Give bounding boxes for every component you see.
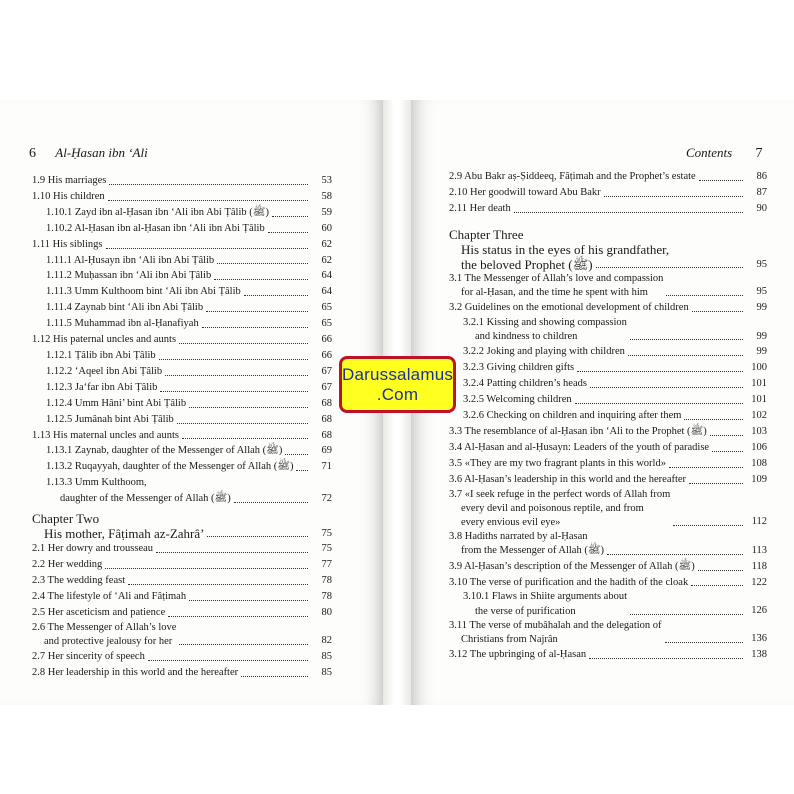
toc-entry-text: 2.8 Her leadership in this world and the hereafter [32, 666, 239, 678]
toc-entry-text: 3.7 «I seek refuge in the perfect words of Allah from [449, 488, 671, 500]
toc-entry [32, 189, 332, 205]
toc-entry [32, 173, 332, 189]
chapter-heading [32, 511, 332, 541]
toc-page-number: 106 [751, 441, 767, 453]
toc-entry [32, 475, 332, 491]
toc-page-number: 62 [321, 238, 332, 250]
toc-entry-title [449, 424, 707, 440]
toc-entry-title [449, 169, 696, 185]
toc-entry-title [46, 459, 293, 475]
toc-entry-title [32, 428, 179, 444]
toc-page-number: 109 [751, 473, 767, 485]
toc-entry [32, 665, 332, 681]
left-running-title: Al-Ḥasan ibn ‘Ali [55, 145, 148, 160]
toc-entry [32, 412, 332, 428]
watermark-logo [339, 356, 456, 413]
toc-entry [32, 380, 332, 396]
toc-entry-text: 3.8 Hadiths narrated by al-Ḥasan [449, 531, 588, 543]
toc-entry [449, 619, 767, 647]
toc-entry-text: 1.12.2 ‘Aqeel ibn Abi Ṭâlib [46, 365, 163, 377]
dot-leader [691, 585, 743, 586]
toc-entry-title [60, 491, 231, 507]
dot-leader [160, 391, 308, 392]
toc-entry-title [32, 573, 125, 589]
dot-leader [156, 552, 308, 553]
toc-entry-text: 1.11.3 Umm Kulthoom bint ‘Ali ibn Abi Ṭâlib [46, 286, 241, 298]
toc-entry-continuation: and kindness to children [475, 331, 578, 343]
toc-entry [449, 316, 767, 344]
dot-leader [217, 263, 308, 264]
toc-page-number: 122 [751, 576, 767, 588]
toc-entry-title [32, 589, 186, 605]
toc-entry-continuation: every envious evil eye» [461, 517, 561, 528]
dot-leader [159, 359, 308, 360]
dot-leader [241, 676, 308, 677]
toc-page-number: 67 [321, 381, 332, 393]
left-page-number: 6 [29, 146, 36, 161]
toc-entry-text: 3.9 Al-Ḥasan’s description of the Messenger of Allah (ﷺ) [449, 560, 695, 572]
toc-entry-title [46, 412, 174, 428]
toc-page-number: 113 [751, 544, 767, 556]
toc-page-number: 60 [321, 222, 332, 234]
dot-leader [699, 180, 743, 181]
dot-leader [179, 343, 308, 344]
right-toc [449, 169, 767, 663]
dot-leader [168, 616, 308, 617]
toc-page-number: 112 [751, 516, 767, 528]
toc-page-number: 68 [321, 397, 332, 409]
toc-entry-text: 1.11.1 Al-Ḥusayn ibn ‘Ali ibn Abi Ṭâlib [46, 254, 215, 266]
toc-entry [449, 300, 767, 316]
toc-entry-title [449, 647, 586, 663]
dot-leader [182, 438, 308, 439]
chapter-label: Chapter Two [32, 511, 100, 527]
toc-entry-title [449, 201, 511, 217]
toc-page-number: 65 [321, 318, 332, 330]
dot-leader [589, 658, 743, 659]
toc-page-number: 64 [321, 286, 332, 298]
dot-leader [202, 327, 308, 328]
toc-page-number: 126 [751, 604, 767, 616]
dot-leader [109, 184, 308, 185]
toc-entry-title [46, 300, 203, 316]
toc-page-number: 99 [756, 302, 767, 314]
toc-entry-title [449, 619, 662, 647]
toc-entry-title [463, 408, 681, 424]
dot-leader [630, 614, 743, 615]
dot-leader [285, 454, 308, 455]
toc-entry [449, 169, 767, 185]
toc-entry [32, 364, 332, 380]
right-running-head [686, 145, 762, 162]
toc-page-number: 77 [321, 558, 332, 570]
toc-entry-title [32, 557, 102, 573]
toc-entry-title [46, 348, 156, 364]
toc-entry [449, 344, 767, 360]
toc-entry-text: 1.11.5 Muhammad ibn al-Ḥanafiyah [46, 318, 199, 330]
chapter-title-line1: His status in the eyes of his grandfather, [461, 241, 670, 257]
dot-leader [148, 660, 308, 661]
toc-entry [449, 456, 767, 472]
watermark-line2: .Com [376, 385, 419, 404]
dot-leader [189, 600, 308, 601]
toc-page-number: 87 [756, 186, 767, 198]
toc-entry-title [463, 376, 587, 392]
toc-entry-title [46, 221, 265, 237]
toc-entry-text: 3.2.3 Giving children gifts [463, 362, 575, 374]
toc-entry-title [46, 396, 186, 412]
toc-entry-text: 2.9 Abu Bakr aṣ-Ṣiddeeq, Fâṭimah and the Prophet’s estate [449, 171, 696, 182]
chapter-title-line2: the beloved Prophet (ﷺ) [461, 256, 593, 272]
toc-page-number: 95 [756, 258, 767, 270]
dot-leader [577, 371, 743, 372]
toc-entry-title [449, 185, 601, 201]
toc-page-number: 101 [751, 394, 767, 406]
toc-entry [32, 221, 332, 237]
toc-entry-text: 1.12.1 Ṭâlib ibn Abi Ṭâlib [46, 349, 156, 361]
dot-leader [214, 279, 308, 280]
dot-leader [296, 470, 308, 471]
toc-page-number: 78 [321, 590, 332, 602]
toc-entry-title [32, 605, 165, 621]
dot-leader [689, 483, 743, 484]
dot-leader [108, 200, 308, 201]
toc-page-number: 95 [756, 286, 767, 298]
toc-page-number: 68 [321, 429, 332, 441]
toc-entry-text: 1.11.4 Zaynab bint ‘Ali ibn Abi Ṭâlib [46, 302, 204, 314]
toc-entry [449, 408, 767, 424]
toc-entry-text: 3.2.2 Joking and playing with children [463, 346, 625, 358]
dot-leader [698, 570, 743, 571]
toc-page-number: 78 [321, 574, 332, 586]
toc-entry-title [449, 456, 666, 472]
toc-entry [449, 488, 767, 531]
toc-page-number: 86 [756, 171, 767, 182]
toc-entry-title [46, 443, 282, 459]
dot-leader [575, 403, 743, 404]
toc-entry [32, 428, 332, 444]
toc-entry-text: 3.2.6 Checking on children and inquiring after them [463, 410, 682, 422]
dot-leader [590, 387, 743, 388]
toc-entry-title [449, 300, 689, 316]
toc-entry-text: 1.12.5 Jumânah bint Abi Ṭâlib [46, 413, 174, 425]
toc-entry-text: 1.12.4 Umm Hâni’ bint Abi Ṭâlib [46, 397, 187, 409]
toc-entry-text: 3.3 The resemblance of al-Ḥasan ibn ‘Ali to the Prophet (ﷺ) [449, 425, 707, 437]
toc-entry-title [32, 665, 238, 681]
toc-entry-text: 1.13.2 Ruqayyah, daughter of the Messenger of Allah (ﷺ) [46, 461, 294, 473]
dot-leader [607, 554, 743, 555]
toc-entry [449, 424, 767, 440]
left-running-head [29, 145, 148, 162]
watermark-line1: Darussalamus [342, 365, 454, 384]
toc-page-number: 64 [321, 270, 332, 282]
toc-page-number: 68 [321, 413, 332, 425]
toc-entry [32, 557, 332, 573]
toc-entry [449, 201, 767, 217]
toc-entry-text: 1.12.3 Ja‘far ibn Abi Ṭâlib [46, 381, 158, 393]
toc-entry [32, 284, 332, 300]
toc-page-number: 75 [321, 528, 332, 540]
toc-page-number: 118 [751, 560, 767, 572]
toc-page-number: 66 [321, 349, 332, 361]
dot-leader [234, 502, 308, 503]
dot-leader [189, 407, 308, 408]
toc-entry-title [449, 472, 686, 488]
toc-entry-title [449, 530, 604, 558]
toc-entry [32, 443, 332, 459]
toc-entry [32, 300, 332, 316]
toc-entry-text: 2.10 Her goodwill toward Abu Bakr [449, 186, 601, 198]
toc-page-number: 101 [751, 378, 767, 390]
dot-leader [106, 248, 309, 249]
toc-page-number: 100 [751, 362, 767, 374]
toc-entry-text: 2.1 Her dowry and trousseau [32, 543, 154, 555]
toc-entry-text: 3.2 Guidelines on the emotional development of children [449, 302, 689, 314]
toc-entry-continuation: for al-Ḥasan, and the time he spent with him [461, 286, 648, 298]
dot-leader [179, 644, 308, 645]
toc-entry-text: 3.2.1 Kissing and showing compassion [463, 317, 627, 329]
dot-leader [244, 295, 308, 296]
dot-leader [177, 423, 308, 424]
toc-entry [32, 268, 332, 284]
toc-entry-title [32, 237, 103, 253]
toc-entry-title [32, 332, 176, 348]
toc-entry-text: 1.13.3 Umm Kulthoom, [46, 477, 147, 489]
toc-page-number: 65 [321, 302, 332, 314]
toc-page-number: 75 [321, 543, 332, 555]
toc-entry [32, 541, 332, 557]
toc-entry [32, 491, 332, 507]
toc-page-number: 80 [321, 606, 332, 618]
toc-entry-text: 1.10 His children [32, 190, 105, 202]
left-toc [32, 173, 332, 681]
toc-entry [449, 272, 767, 300]
toc-entry-title [46, 253, 214, 269]
dot-leader [628, 355, 743, 356]
toc-entry-text: 3.5 «They are my two fragrant plants in this world» [449, 457, 666, 469]
dot-leader [272, 216, 308, 217]
chapter-label: Chapter Three [449, 226, 524, 242]
dot-leader [514, 212, 743, 213]
toc-entry [449, 559, 767, 575]
toc-entry-text: 2.11 Her death [449, 202, 511, 214]
toc-entry-text: 3.6 Al-Ḥasan’s leadership in this world and the hereafter [449, 473, 687, 485]
toc-entry-continuation: every devil and poisonous reptile, and from [461, 502, 644, 514]
toc-entry-continuation: from the Messenger of Allah (ﷺ) [461, 545, 605, 557]
toc-entry [449, 185, 767, 201]
toc-entry-title [463, 360, 574, 376]
right-page-number: 7 [755, 146, 763, 161]
toc-entry [449, 360, 767, 376]
dot-leader [630, 339, 743, 340]
toc-entry-title [32, 649, 145, 665]
toc-page-number: 90 [756, 202, 767, 214]
toc-entry-text: 1.13.1 Zaynab, daughter of the Messenger of Allah (ﷺ) [46, 445, 283, 457]
toc-entry-title [46, 205, 269, 221]
dot-leader [692, 311, 743, 312]
toc-entry-title [449, 559, 695, 575]
toc-entry-text: 3.12 The upbringing of al-Ḥasan [449, 649, 587, 661]
dot-leader [673, 525, 743, 526]
toc-page-number: 102 [751, 410, 767, 422]
dot-leader [665, 642, 743, 643]
chapter-title-row [449, 257, 767, 272]
toc-entry [32, 605, 332, 621]
toc-entry-title [449, 575, 688, 591]
toc-entry [449, 472, 767, 488]
toc-entry-text: 2.6 The Messenger of Allah’s love [32, 621, 177, 633]
toc-entry-text: 3.1 The Messenger of Allah’s love and compassion [449, 272, 664, 284]
dot-leader [604, 196, 743, 197]
dot-leader [666, 295, 743, 296]
toc-entry-text: 1.11 His siblings [32, 238, 103, 250]
toc-entry [32, 573, 332, 589]
toc-entry-text: 3.10.1 Flaws in Shiite arguments about [463, 591, 628, 603]
toc-entry-continuation: the verse of purification [475, 605, 576, 617]
toc-page-number: 108 [751, 457, 767, 469]
toc-page-number: 66 [321, 334, 332, 346]
toc-entry [449, 376, 767, 392]
toc-page-number: 99 [756, 346, 767, 358]
toc-entry-title [32, 621, 176, 649]
toc-page-number: 58 [321, 190, 332, 202]
toc-entry [32, 253, 332, 269]
toc-entry-text: 3.2.4 Patting children’s heads [463, 378, 587, 390]
toc-entry [449, 530, 767, 558]
toc-entry-title [46, 364, 162, 380]
toc-entry-text: 2.5 Her asceticism and patience [32, 606, 166, 618]
toc-entry [32, 589, 332, 605]
toc-entry-text: 3.2.5 Welcoming children [463, 394, 572, 406]
toc-page-number: 67 [321, 365, 332, 377]
toc-page-number: 72 [321, 493, 332, 505]
toc-page-number: 53 [321, 175, 332, 186]
toc-entry [449, 590, 767, 618]
toc-page-number: 69 [321, 445, 332, 457]
toc-entry-text: 1.13 His maternal uncles and aunts [32, 429, 179, 441]
dot-leader [712, 451, 743, 452]
toc-entry-text: 2.2 Her wedding [32, 558, 103, 570]
toc-entry-title [32, 189, 105, 205]
chapter-title-row [32, 526, 332, 541]
toc-entry-text: 1.11.2 Muḥassan ibn ‘Ali ibn Abi Ṭâlib [46, 270, 212, 282]
dot-leader [669, 467, 743, 468]
toc-entry [449, 647, 767, 663]
toc-entry-text: 3.4 Al-Ḥasan and al-Ḥusayn: Leaders of the youth of paradise [449, 441, 710, 453]
toc-entry-title [463, 392, 572, 408]
toc-entry-text: 3.10 The verse of purification and the hadith of the cloak [449, 576, 689, 588]
toc-page-number: 85 [321, 650, 332, 662]
toc-entry [32, 348, 332, 364]
dot-leader [206, 311, 308, 312]
toc-entry-title [463, 316, 627, 344]
chapter-heading [449, 227, 767, 272]
right-running-title: Contents [686, 145, 733, 160]
toc-page-number: 71 [321, 461, 332, 473]
toc-entry-title [32, 173, 106, 189]
toc-entry-text: 2.7 Her sincerity of speech [32, 650, 145, 662]
toc-page-number: 103 [751, 425, 767, 437]
toc-entry-text: 3.11 The verse of mubâhalah and the delegation of [449, 619, 662, 631]
toc-page-number: 136 [751, 633, 767, 645]
toc-page-number: 138 [751, 649, 767, 661]
toc-entry-title [46, 316, 199, 332]
toc-entry [449, 575, 767, 591]
toc-entry [32, 621, 332, 649]
dot-leader [710, 435, 743, 436]
dot-leader [207, 536, 308, 537]
toc-entry [449, 392, 767, 408]
toc-entry-title [463, 590, 627, 618]
toc-entry-text: 2.4 The lifestyle of ‘Ali and Fâṭimah [32, 590, 187, 602]
toc-entry-continuation: Christians from Najrân [461, 634, 558, 646]
toc-entry [449, 440, 767, 456]
toc-entry-title [46, 380, 157, 396]
toc-entry-text: 1.12 His paternal uncles and aunts [32, 334, 177, 346]
dot-leader [128, 584, 308, 585]
toc-entry-title [46, 268, 211, 284]
toc-page-number: 62 [321, 254, 332, 266]
dot-leader [165, 375, 308, 376]
toc-entry-text: 1.10.2 Al-Ḥasan ibn al-Ḥasan ibn ‘Ali ibn Abi Ṭâlib [46, 222, 265, 234]
toc-entry-title [32, 541, 153, 557]
dot-leader [105, 568, 308, 569]
toc-entry [32, 459, 332, 475]
toc-entry-title [463, 344, 625, 360]
dot-leader [268, 232, 308, 233]
toc-entry [32, 237, 332, 253]
toc-entry-text: 1.10.1 Zayd ibn al-Ḥasan ibn ‘Ali ibn Abi Ṭâlib (ﷺ) [46, 206, 269, 218]
toc-entry-continuation: and protective jealousy for her [44, 635, 173, 647]
toc-entry-title [449, 488, 670, 531]
toc-entry [32, 649, 332, 665]
toc-entry [32, 396, 332, 412]
toc-entry-text: 2.3 The wedding feast [32, 574, 126, 586]
toc-entry [32, 316, 332, 332]
toc-page-number: 59 [321, 206, 332, 218]
dot-leader [596, 267, 743, 268]
toc-entry-title [46, 475, 147, 491]
toc-entry [32, 205, 332, 221]
toc-page-number: 99 [756, 330, 767, 342]
toc-entry-title [449, 272, 663, 300]
toc-entry [32, 332, 332, 348]
toc-entry-title [449, 440, 709, 456]
toc-page-number: 85 [321, 666, 332, 678]
dot-leader [684, 419, 743, 420]
toc-entry-text: daughter of the Messenger of Allah (ﷺ) [60, 493, 231, 505]
toc-entry-title [46, 284, 241, 300]
chapter-title: His mother, Fâṭimah az-Zahrâ’ [44, 526, 205, 542]
toc-page-number: 82 [321, 635, 332, 647]
toc-entry-text: 1.9 His marriages [32, 175, 107, 186]
